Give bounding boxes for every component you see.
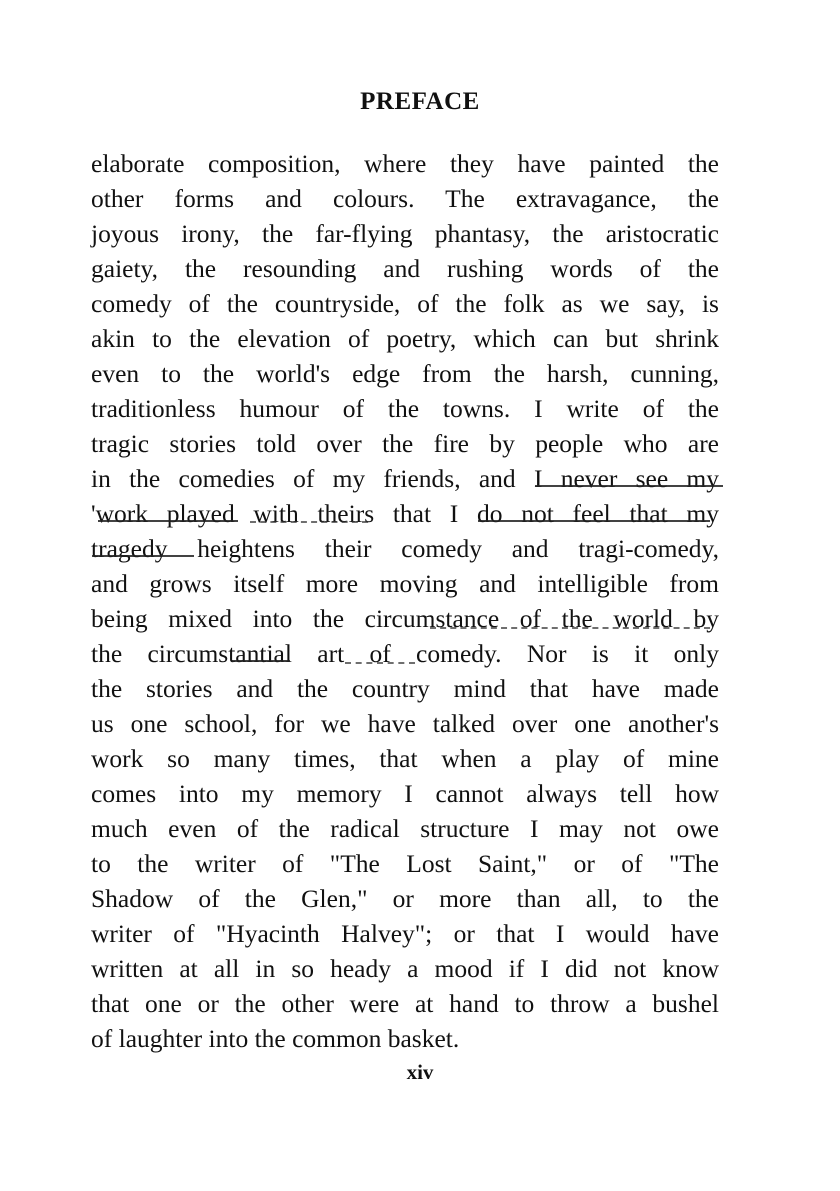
text-line: other forms and colours. The extravagance, the (91, 184, 719, 213)
text-line: tragic stories told over the fire by people who are (91, 429, 719, 458)
text-line: akin to the elevation of poetry, which can but shrink (91, 324, 719, 353)
pencil-underline (98, 520, 238, 522)
text-line: joyous irony, the far-flying phantasy, the aristocratic (91, 219, 719, 248)
text-line: comedy of the countryside, of the folk as we say, is (91, 289, 719, 318)
text-line: to the writer of "The Lost Saint," or of "The (91, 849, 719, 878)
text-line: being mixed into the circumstance of the world by (91, 604, 719, 633)
text-line: Shadow of the Glen," or more than all, to the (91, 884, 719, 913)
text-line: even to the world's edge from the harsh, cunning, (91, 359, 719, 388)
text-line: us one school, for we have talked over one another's (91, 709, 719, 738)
pencil-underline (478, 520, 710, 522)
text-line: of laughter into the common basket. (91, 1024, 460, 1053)
text-line: work so many times, that when a play of mine (91, 744, 719, 773)
text-line: comes into my memory I cannot always tell how (91, 779, 719, 808)
page-number: xiv (406, 1060, 434, 1084)
text-line: gaiety, the resounding and rushing words of the (91, 254, 719, 283)
pencil-underline (232, 660, 290, 662)
text-line: the circumstantial art of comedy. Nor is it only (91, 639, 719, 668)
text-line: 'work played with theirs that I do not feel that my (91, 499, 719, 528)
text-line: much even of the radical structure I may not owe (91, 814, 719, 843)
pencil-underline (430, 627, 710, 629)
pencil-underline (92, 555, 194, 557)
text-line: in the comedies of my friends, and I never see my (91, 464, 719, 493)
text-line: that one or the other were at hand to throw a bushel (91, 989, 719, 1018)
text-line: the stories and the country mind that have made (91, 674, 719, 703)
text-line: elaborate composition, where they have painted the (91, 149, 719, 178)
pencil-underline (345, 662, 415, 664)
text-line: and grows itself more moving and intelligible from (91, 569, 719, 598)
running-header: PREFACE (360, 88, 480, 115)
text-line: written at all in so heady a mood if I did not know (91, 954, 719, 983)
pencil-underline (535, 485, 723, 487)
body-text (91, 146, 719, 1056)
text-line: traditionless humour of the towns. I write of the (91, 394, 719, 423)
pencil-underline (250, 521, 368, 523)
text-line: tragedy heightens their comedy and tragi-comedy, (91, 534, 719, 563)
text-line: writer of "Hyacinth Halvey"; or that I would have (91, 919, 719, 948)
